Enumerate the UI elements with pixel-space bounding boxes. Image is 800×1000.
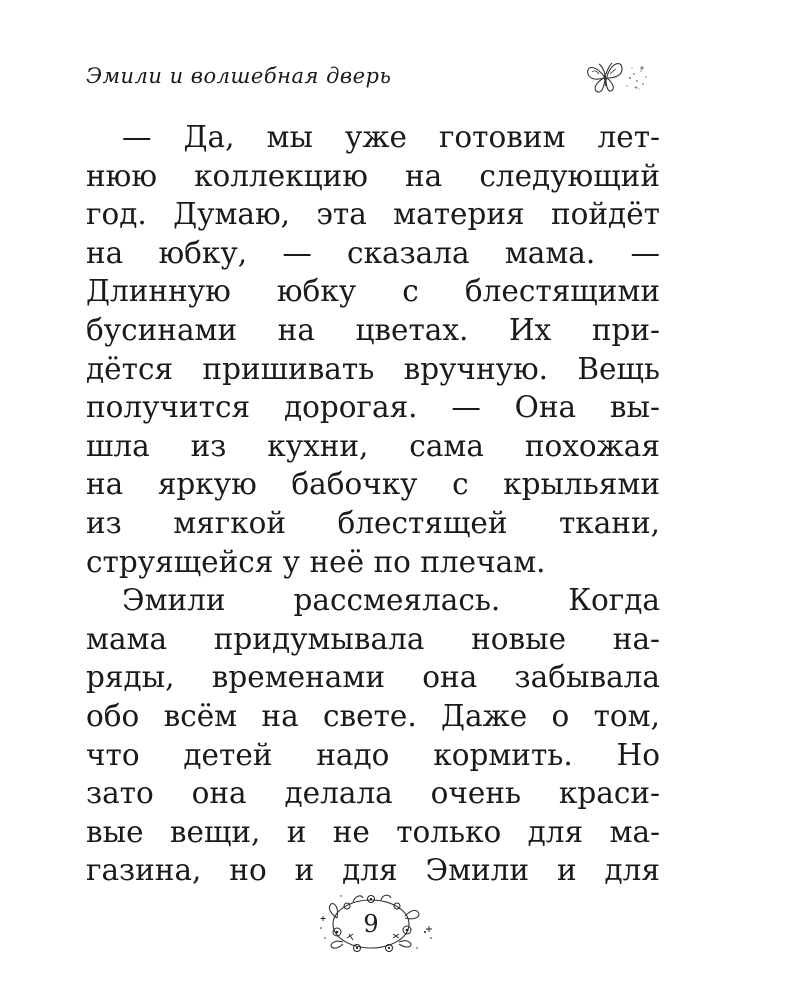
page-number: 9: [363, 910, 379, 938]
running-title: Эмили и волшебная дверь: [86, 64, 392, 88]
text-line: ряды, временами она забывала: [86, 660, 660, 695]
butterfly-icon: [582, 56, 652, 100]
text-line: — Да, мы уже готовим лет-: [122, 120, 660, 154]
running-header: [86, 62, 666, 98]
text-line: вые вещи, и не только для ма-: [86, 814, 660, 849]
text-line: на юбку, — сказала мама. —: [86, 235, 660, 270]
body-text: [86, 118, 660, 890]
text-line: обо всём на свете. Даже о том,: [86, 698, 660, 733]
text-line: из мягкой блестящей ткани,: [86, 505, 660, 540]
text-line: что детей надо кормить. Но: [86, 737, 660, 772]
text-line: мама придумывала новые на-: [86, 621, 660, 656]
text-line: на яркую бабочку с крыльями: [86, 467, 660, 502]
text-line: дётся пришивать вручную. Вещь: [86, 351, 660, 386]
text-line: струящейся у неё по плечам.: [86, 544, 546, 579]
text-line: газина, но и для Эмили и для: [86, 853, 660, 888]
text-line: получится дорогая. — Она вы-: [86, 390, 660, 425]
text-line: шла из кухни, сама похожая: [86, 428, 660, 463]
text-line: Эмили рассмеялась. Когда: [122, 583, 660, 618]
text-line: бусинами на цветах. Их при-: [86, 312, 660, 347]
page-folio: [313, 888, 443, 956]
text-line: год. Думаю, эта материя пойдёт: [86, 197, 660, 232]
text-line: нюю коллекцию на следующий: [86, 158, 660, 193]
text-line: Длинную юбку с блестящими: [86, 274, 660, 309]
text-line: зато она делала очень краси-: [86, 776, 660, 811]
